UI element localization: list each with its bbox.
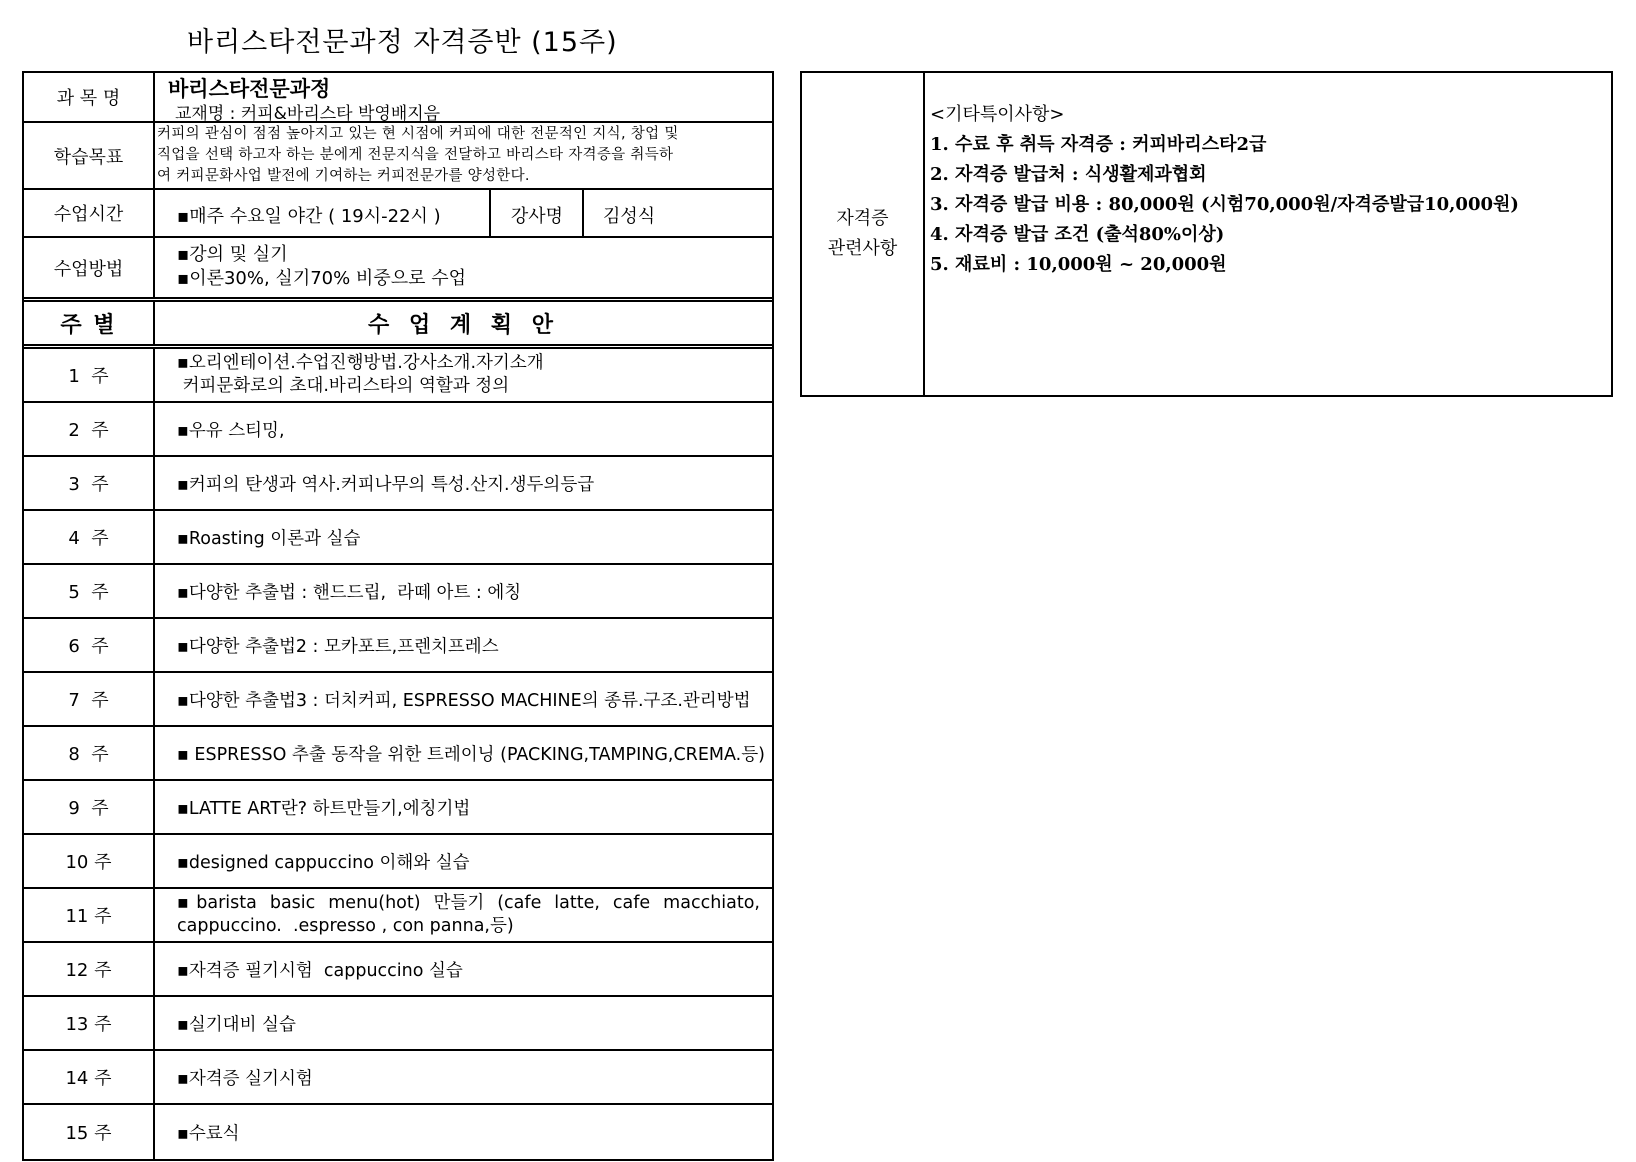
week-plan-line: ▪자격증 필기시험 cappuccino 실습	[177, 960, 463, 981]
goal-line: 커피의 관심이 점점 높아지고 있는 현 시점에 커피에 대한 전문적인 지식, 창업 및	[157, 126, 679, 142]
week-row	[24, 619, 772, 673]
week-row	[24, 781, 772, 835]
week-row	[24, 349, 772, 403]
plan-column-header: 수 업 계 획 안	[368, 312, 559, 338]
week-plan-line: ▪오리엔테이션.수업진행방법.강사소개.자기소개	[177, 353, 544, 373]
time-value: ▪매주 수요일 야간 ( 19시-22시 )	[177, 206, 441, 227]
week-plan	[155, 565, 772, 617]
certificate-item: 2. 자격증 발급처 : 식생활제과협회	[930, 164, 1207, 185]
week-row	[24, 565, 772, 619]
plan-header-row	[24, 302, 772, 349]
certificate-item: 4. 자격증 발급 조건 (출석80%이상)	[930, 224, 1225, 245]
week-plan-line: ▪수료식	[177, 1123, 240, 1144]
week-row	[24, 511, 772, 565]
method-content	[155, 238, 772, 297]
divider	[489, 190, 491, 236]
week-number: 6 주	[24, 619, 155, 671]
week-number: 3 주	[24, 457, 155, 509]
time-label: 수업시간	[24, 190, 155, 236]
certificate-label	[802, 73, 925, 395]
certificate-heading: <기타특이사항>	[930, 104, 1065, 125]
week-row	[24, 997, 772, 1051]
week-plan-line: ▪우유 스티밍,	[177, 420, 285, 441]
week-plan-line: ▪designed cappuccino 이해와 실습	[177, 852, 470, 873]
method-row	[24, 238, 772, 302]
week-plan	[155, 349, 772, 401]
week-plan	[155, 403, 772, 455]
week-plan-line: 커피문화로의 초대.바리스타의 역할과 정의	[177, 376, 510, 396]
subject-row	[24, 73, 772, 123]
subject-name: 바리스타전문과정	[168, 77, 331, 101]
goal-line: 직업을 선택 하고자 하는 분에게 전문지식을 전달하고 바리스타 자격증을 취득하	[157, 147, 674, 163]
week-plan	[155, 943, 772, 995]
goal-line: 여 커피문화사업 발전에 기여하는 커피전문가를 양성한다.	[157, 168, 530, 184]
teacher-label: 강사명	[510, 206, 564, 227]
textbook: 교재명 : 커피&바리스타 박영배지음	[175, 104, 441, 124]
week-row	[24, 727, 772, 781]
week-number: 14 주	[24, 1051, 155, 1103]
week-plan-line: ▪Roasting 이론과 실습	[177, 528, 361, 549]
week-number: 1 주	[24, 349, 155, 401]
week-number: 13 주	[24, 997, 155, 1049]
week-plan	[155, 781, 772, 833]
goal-row	[24, 123, 772, 190]
week-number: 10 주	[24, 835, 155, 887]
week-number: 4 주	[24, 511, 155, 563]
teacher-name: 김성식	[603, 206, 656, 227]
week-plan	[155, 835, 772, 887]
week-plan	[155, 1105, 772, 1159]
week-row	[24, 889, 772, 943]
week-plan-line: ▪ barista basic menu(hot) 만들기 (cafe latte, cafe macchiato,	[177, 893, 760, 913]
subject-label: 과 목 명	[24, 73, 155, 121]
week-plan-line: ▪다양한 추출법2 : 모카포트,프렌치프레스	[177, 636, 499, 657]
time-content	[155, 190, 772, 236]
week-row	[24, 943, 772, 997]
divider	[582, 190, 584, 236]
week-plan-line: ▪커피의 탄생과 역사.커피나무의 특성.산지.생두의등급	[177, 474, 595, 495]
week-number: 2 주	[24, 403, 155, 455]
certificate-label-line: 자격증	[836, 208, 889, 229]
goal-text	[157, 124, 768, 187]
subject-content	[155, 73, 772, 124]
week-row	[24, 835, 772, 889]
week-plan-line: ▪자격증 실기시험	[177, 1068, 313, 1089]
week-row	[24, 1105, 772, 1159]
week-number: 5 주	[24, 565, 155, 617]
page-title: 바리스타전문과정 자격증반 (15주)	[187, 27, 618, 58]
certificate-item: 3. 자격증 발급 비용 : 80,000원 (시험70,000원/자격증발급10,000원)	[930, 194, 1519, 215]
certificate-box	[800, 71, 1613, 397]
method-line: ▪이론30%, 실기70% 비중으로 수업	[177, 268, 466, 289]
week-number: 15 주	[24, 1105, 155, 1159]
week-plan	[155, 889, 772, 941]
week-row	[24, 457, 772, 511]
week-plan-line: ▪실기대비 실습	[177, 1014, 296, 1035]
method-line: ▪강의 및 실기	[177, 244, 288, 265]
course-table	[22, 71, 774, 1161]
goal-label: 학습목표	[24, 123, 155, 188]
week-plan	[155, 997, 772, 1049]
week-row	[24, 673, 772, 727]
week-column-header: 주 별	[24, 302, 155, 344]
week-number: 11 주	[24, 889, 155, 941]
week-number: 12 주	[24, 943, 155, 995]
method-label: 수업방법	[24, 238, 155, 297]
goal-content	[155, 123, 772, 188]
week-plan-line: cappuccino. .espresso , con panna,등)	[177, 916, 514, 936]
certificate-item: 1. 수료 후 취득 자격증 : 커피바리스타2급	[930, 134, 1267, 155]
week-plan	[155, 457, 772, 509]
week-plan	[155, 511, 772, 563]
certificate-item: 5. 재료비 : 10,000원 ~ 20,000원	[930, 254, 1227, 275]
week-plan-line: ▪다양한 추출법 : 핸드드립, 라떼 아트 : 에칭	[177, 582, 522, 603]
week-plan	[155, 1051, 772, 1103]
week-plan	[155, 619, 772, 671]
week-plan-line: ▪LATTE ART란? 하트만들기,에칭기법	[177, 798, 471, 819]
week-plan	[155, 673, 772, 725]
certificate-content	[930, 100, 1605, 280]
week-number: 8 주	[24, 727, 155, 779]
week-number: 7 주	[24, 673, 155, 725]
week-number: 9 주	[24, 781, 155, 833]
week-plan	[155, 727, 772, 779]
week-row	[24, 403, 772, 457]
certificate-label-line: 관련사항	[827, 238, 898, 259]
week-plan-line: ▪다양한 추출법3 : 더치커피, ESPRESSO MACHINE의 종류.구조.관리방법	[177, 690, 751, 711]
week-plan-line: ▪ ESPRESSO 추출 동작을 위한 트레이닝 (PACKING,TAMPING,CREMA.등)	[177, 744, 765, 765]
week-row	[24, 1051, 772, 1105]
time-row	[24, 190, 772, 238]
